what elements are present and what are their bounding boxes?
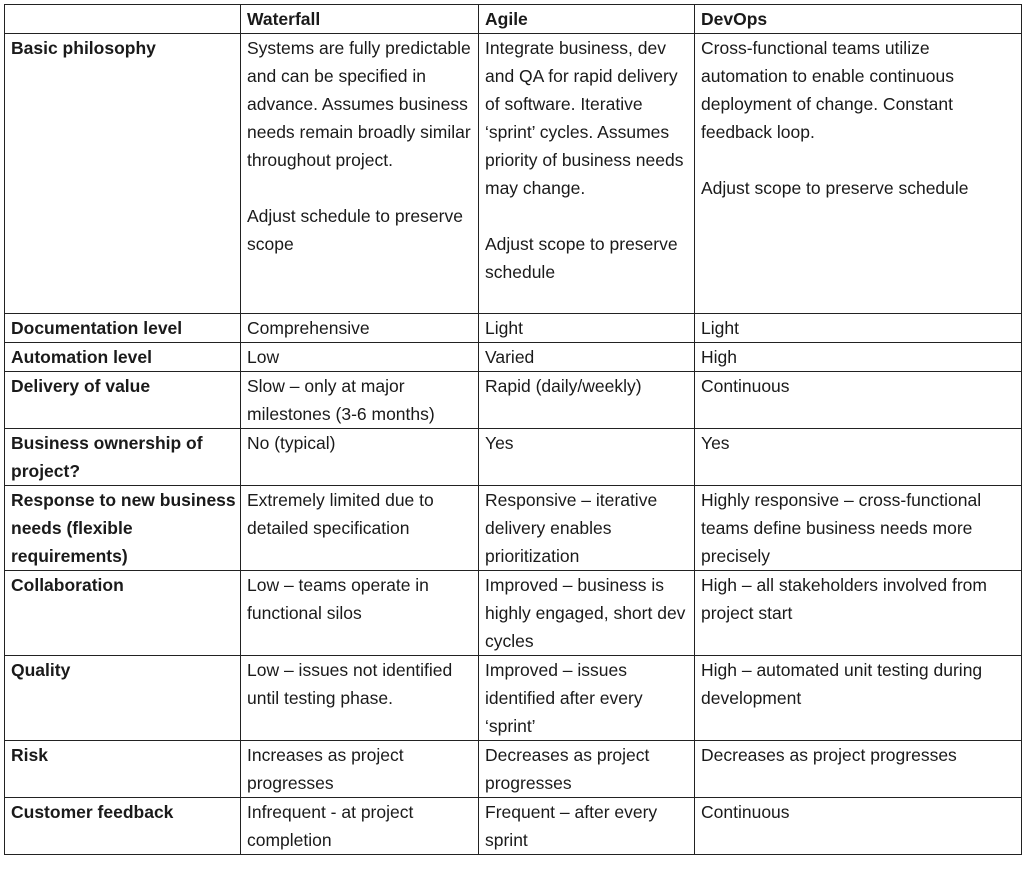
cell-devops: High bbox=[695, 343, 1022, 372]
row-label: Customer feedback bbox=[5, 798, 241, 855]
cell-waterfall bbox=[241, 34, 479, 314]
row-label: Basic philosophy bbox=[5, 34, 241, 314]
row-label: Collaboration bbox=[5, 571, 241, 656]
cell-waterfall: Low bbox=[241, 343, 479, 372]
cell-agile: Light bbox=[479, 314, 695, 343]
cell-agile bbox=[479, 34, 695, 314]
cell-agile: Frequent – after every sprint bbox=[479, 798, 695, 855]
row-label: Quality bbox=[5, 656, 241, 741]
header-row bbox=[5, 5, 1022, 34]
cell-devops: Highly responsive – cross-functional teams define business needs more precisely bbox=[695, 486, 1022, 571]
cell-devops: High – automated unit testing during development bbox=[695, 656, 1022, 741]
cell-paragraph: Adjust scope to preserve schedule bbox=[701, 178, 969, 198]
cell-waterfall: Extremely limited due to detailed specification bbox=[241, 486, 479, 571]
cell-paragraph: Adjust schedule to preserve scope bbox=[247, 206, 463, 254]
row-label: Documentation level bbox=[5, 314, 241, 343]
cell-devops: Yes bbox=[695, 429, 1022, 486]
row-quality bbox=[5, 656, 1022, 741]
cell-devops: High – all stakeholders involved from project start bbox=[695, 571, 1022, 656]
header-devops: DevOps bbox=[695, 5, 1022, 34]
row-label: Risk bbox=[5, 741, 241, 798]
cell-agile: Rapid (daily/weekly) bbox=[479, 372, 695, 429]
cell-waterfall: Slow – only at major milestones (3-6 months) bbox=[241, 372, 479, 429]
cell-agile: Improved – issues identified after every ‘sprint’ bbox=[479, 656, 695, 741]
cell-devops: Decreases as project progresses bbox=[695, 741, 1022, 798]
row-business-ownership bbox=[5, 429, 1022, 486]
cell-paragraph: Cross-functional teams utilize automation to enable continuous deployment of change. Constant feedback loop. bbox=[701, 38, 954, 142]
row-delivery-of-value bbox=[5, 372, 1022, 429]
cell-devops: Continuous bbox=[695, 372, 1022, 429]
row-response-to-new-business-needs bbox=[5, 486, 1022, 571]
cell-agile: Improved – business is highly engaged, short dev cycles bbox=[479, 571, 695, 656]
cell-waterfall: No (typical) bbox=[241, 429, 479, 486]
cell-agile: Responsive – iterative delivery enables prioritization bbox=[479, 486, 695, 571]
row-risk bbox=[5, 741, 1022, 798]
cell-agile: Yes bbox=[479, 429, 695, 486]
cell-agile: Varied bbox=[479, 343, 695, 372]
row-basic-philosophy bbox=[5, 34, 1022, 314]
header-agile: Agile bbox=[479, 5, 695, 34]
cell-waterfall: Infrequent - at project completion bbox=[241, 798, 479, 855]
row-label: Automation level bbox=[5, 343, 241, 372]
cell-devops: Light bbox=[695, 314, 1022, 343]
row-label: Response to new business needs (flexible requirements) bbox=[5, 486, 241, 571]
cell-agile: Decreases as project progresses bbox=[479, 741, 695, 798]
cell-devops: Continuous bbox=[695, 798, 1022, 855]
row-label: Delivery of value bbox=[5, 372, 241, 429]
header-waterfall: Waterfall bbox=[241, 5, 479, 34]
row-documentation-level bbox=[5, 314, 1022, 343]
cell-paragraph: Integrate business, dev and QA for rapid delivery of software. Iterative ‘sprint’ cycles. Assumes priority of business needs may change. bbox=[485, 38, 684, 198]
row-customer-feedback bbox=[5, 798, 1022, 855]
row-automation-level bbox=[5, 343, 1022, 372]
cell-waterfall: Increases as project progresses bbox=[241, 741, 479, 798]
row-collaboration bbox=[5, 571, 1022, 656]
cell-paragraph: Adjust scope to preserve schedule bbox=[485, 234, 678, 282]
cell-waterfall: Low – teams operate in functional silos bbox=[241, 571, 479, 656]
header-corner-cell bbox=[5, 5, 241, 34]
cell-paragraph: Systems are fully predictable and can be specified in advance. Assumes business needs remain broadly similar throughout project. bbox=[247, 38, 471, 170]
cell-devops bbox=[695, 34, 1022, 314]
cell-waterfall: Low – issues not identified until testing phase. bbox=[241, 656, 479, 741]
comparison-table bbox=[4, 4, 1022, 855]
row-label: Business ownership of project? bbox=[5, 429, 241, 486]
cell-waterfall: Comprehensive bbox=[241, 314, 479, 343]
